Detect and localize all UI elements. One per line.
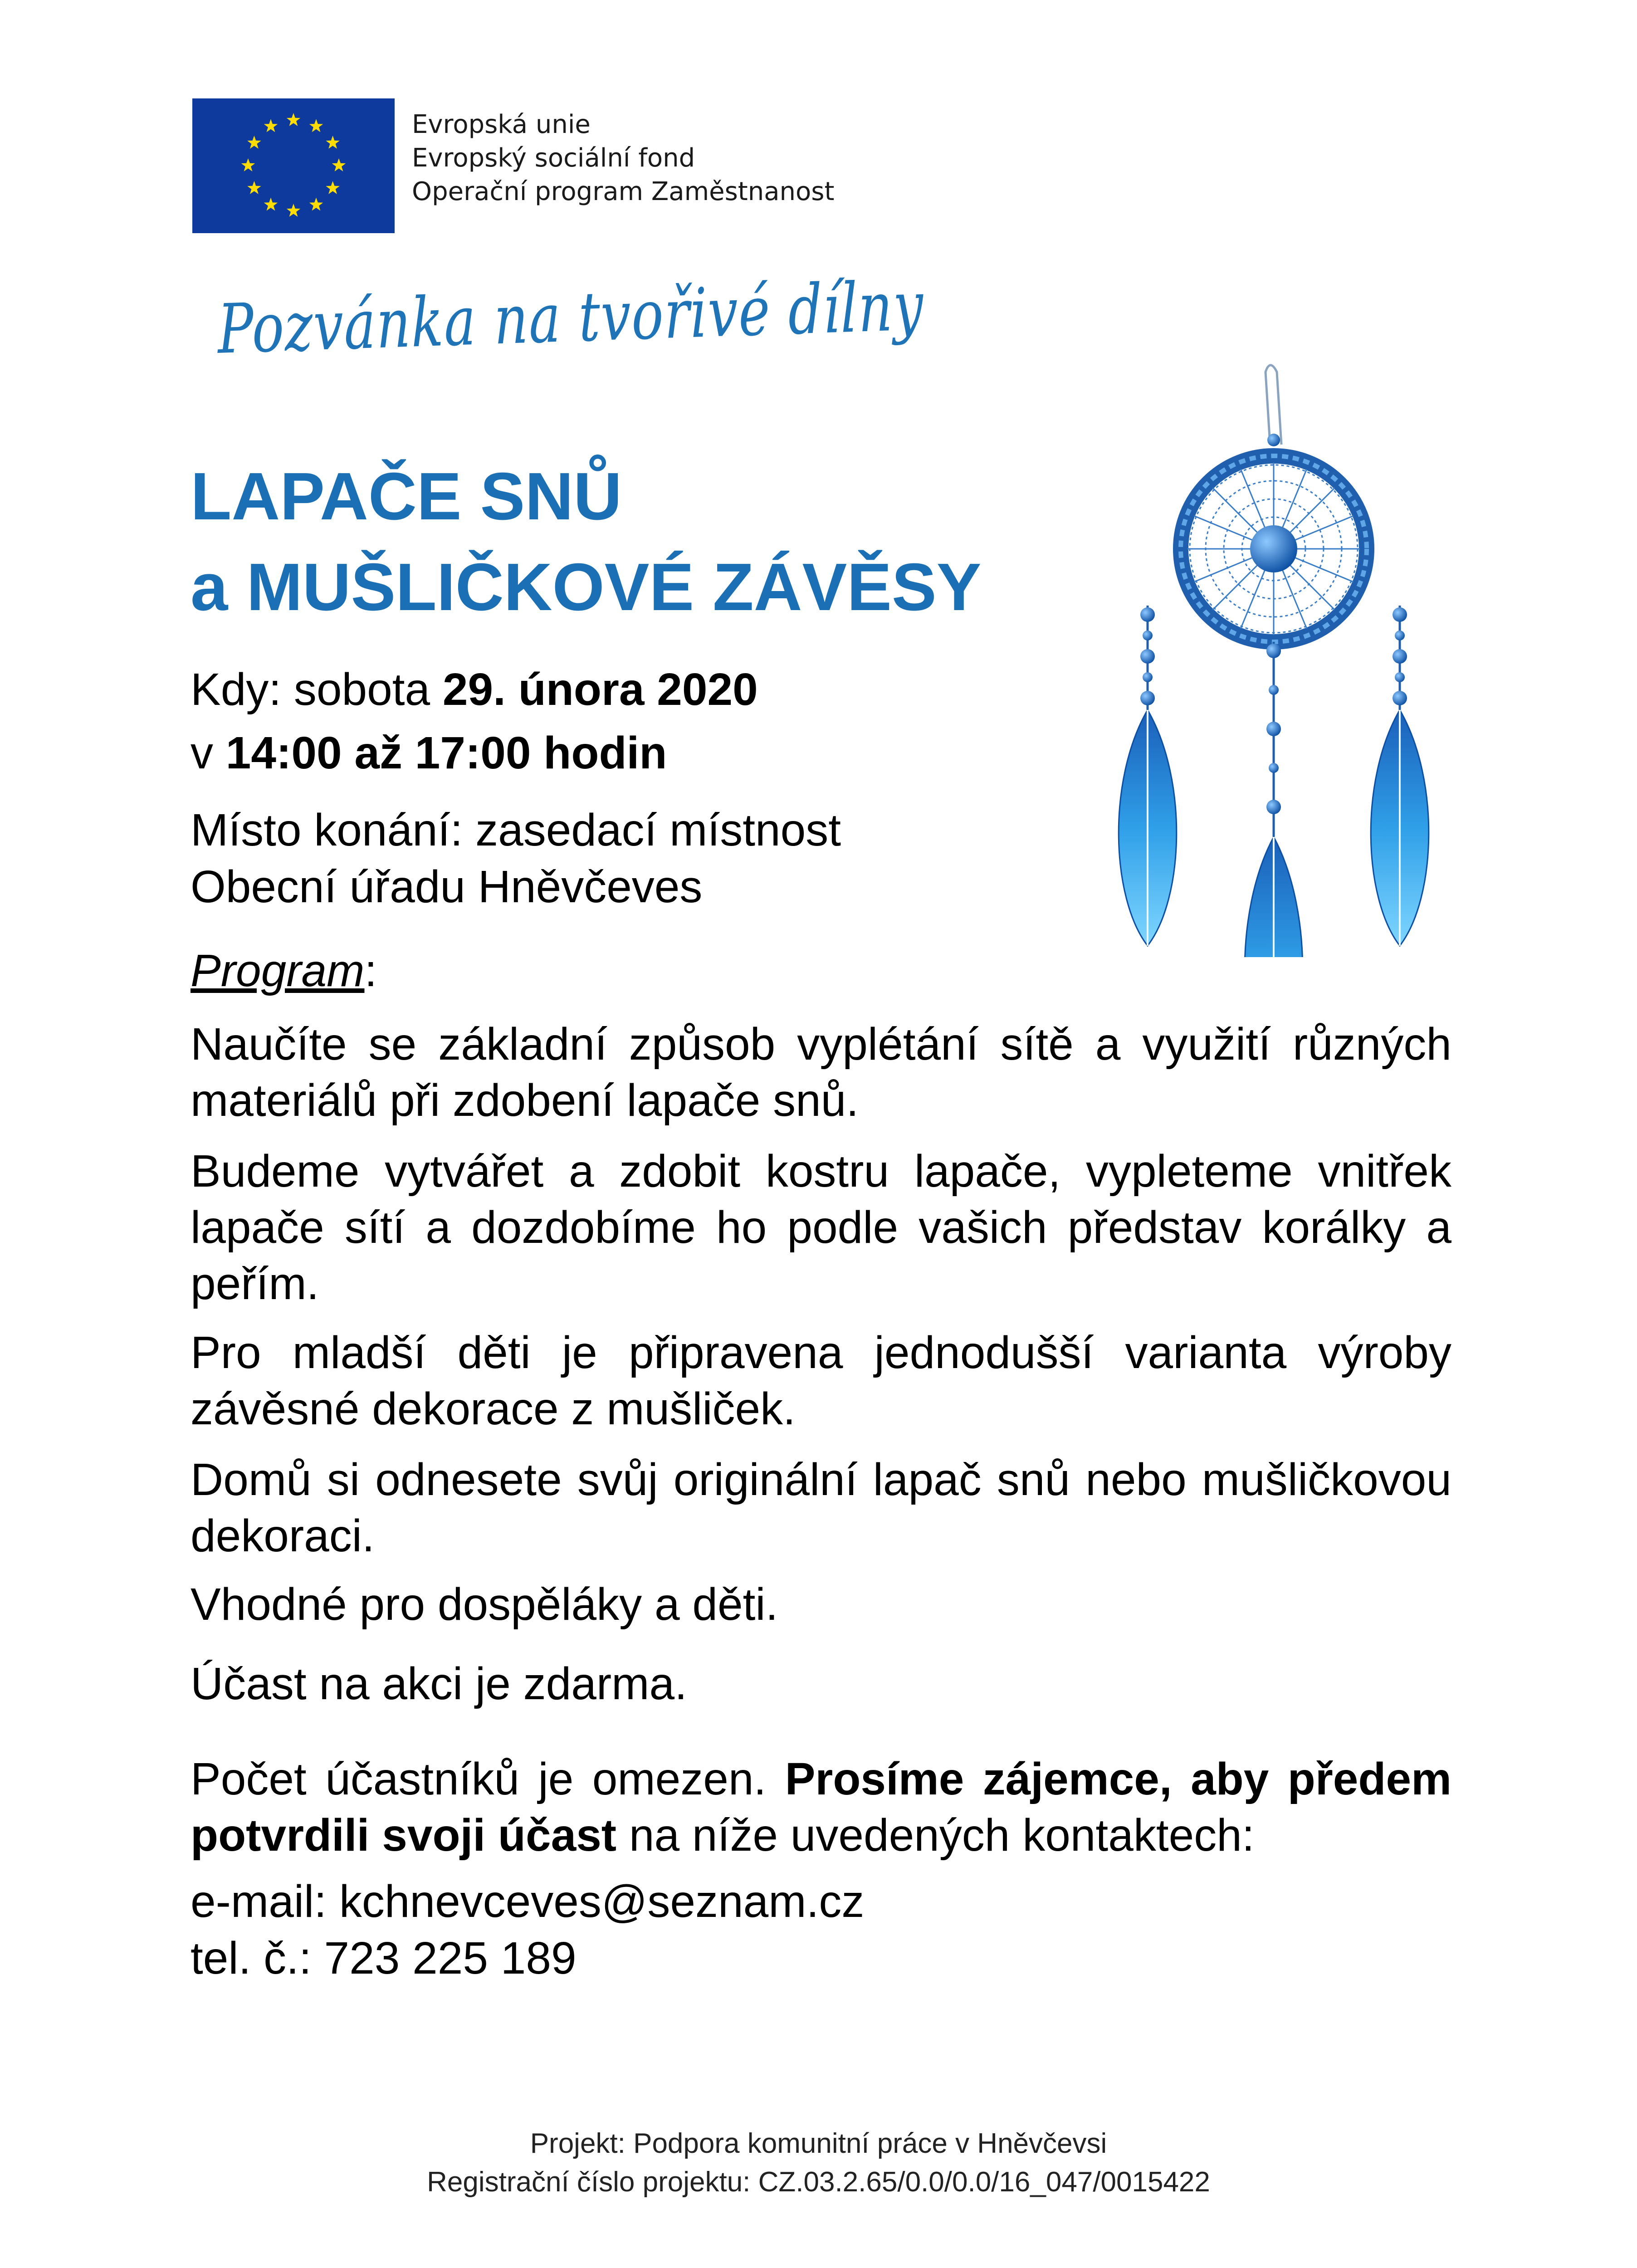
strand-bead [1393, 649, 1407, 664]
time-prefix: v [191, 728, 226, 778]
strand-bead [1269, 685, 1279, 695]
title-shell-hangings: a MUŠLIČKOVÉ ZÁVĚSY [191, 550, 982, 625]
event-place-line1: Místo konání: zasedací místnost [191, 805, 841, 855]
invite-heading: Pozvánka na tvořivé dílny [217, 266, 925, 369]
program-label [191, 943, 377, 998]
event-place-line2: Obecní úřadu Hněvčeves [191, 861, 703, 912]
strand-bead [1395, 672, 1405, 682]
strand-bead [1140, 691, 1155, 705]
date-prefix: Kdy: sobota [191, 664, 443, 715]
eu-line-fund: Evropský sociální fond [412, 143, 695, 173]
registration-note [191, 1751, 1451, 1863]
date-value: 29. února 2020 [442, 664, 758, 715]
program-paragraph-1: Naučíte se základní způsob vyplétání sítě a využití různých materiálů při zdobení lapače snů. [191, 1019, 1451, 1126]
strand-bead [1143, 631, 1153, 640]
strand-bead [1140, 649, 1155, 664]
hanging-loop [1266, 365, 1281, 445]
program-paragraph-5: Vhodné pro dospěláky a děti. [191, 1579, 778, 1630]
strand-bead [1395, 631, 1405, 640]
eu-line-program: Operační program Zaměstnanost [412, 177, 835, 206]
eu-program-text [412, 108, 834, 209]
title-dreamcatchers: LAPAČE SNŮ [191, 459, 622, 534]
strand-bead [1143, 672, 1153, 682]
contact-email[interactable]: e-mail: kchnevceves@seznam.cz [191, 1876, 865, 1927]
program-paragraph-3: Pro mladší děti je připravena jednodušší varianta výroby závěsné dekorace z mušliček. [191, 1327, 1451, 1434]
strand-bead [1269, 763, 1279, 773]
footer-project: Projekt: Podpora komunitní práce v Hněvčevsi [530, 2128, 1107, 2159]
event-time [191, 726, 667, 780]
strand-bead [1393, 691, 1407, 705]
strand-bead [1393, 607, 1407, 622]
time-value: 14:00 až 17:00 hodin [225, 728, 667, 778]
strand-bead [1266, 722, 1281, 736]
program-paragraph-4: Domů si odnesete svůj originální lapač snů nebo mušličkovou dekoraci. [191, 1454, 1451, 1561]
strand-bead [1140, 607, 1155, 622]
registration-text-1: Počet účastníků je omezen. [191, 1754, 785, 1804]
strand-bead [1266, 800, 1281, 814]
event-date [191, 662, 758, 717]
footer-registration-number: Registrační číslo projektu: CZ.03.2.65/0.0/0.0/16_047/0015422 [427, 2166, 1210, 2198]
dreamcatcher-illustration [1107, 354, 1451, 957]
registration-bold: Prosíme zájemce, aby předem potvrdili svoji účast [191, 1754, 1452, 1861]
center-bead [1250, 525, 1297, 572]
eu-line-union: Evropská unie [412, 110, 591, 139]
contact-phone: tel. č.: 723 225 189 [191, 1933, 577, 1984]
top-bead [1267, 434, 1280, 446]
program-colon: : [364, 945, 377, 996]
registration-text-2: na níže uvedených kontaktech: [616, 1810, 1255, 1861]
feather-strands [1119, 606, 1429, 957]
strand-bead [1266, 644, 1281, 658]
program-paragraph-2: Budeme vytvářet a zdobit kostru lapače, vypleteme vnitřek lapače sítí a dozdobíme ho podle vašich představ korálky a peřím. [191, 1146, 1451, 1309]
program-heading: Program [191, 945, 365, 996]
eu-flag-logo [192, 98, 395, 233]
program-paragraph-6: Účast na akci je zdarma. [191, 1658, 687, 1709]
